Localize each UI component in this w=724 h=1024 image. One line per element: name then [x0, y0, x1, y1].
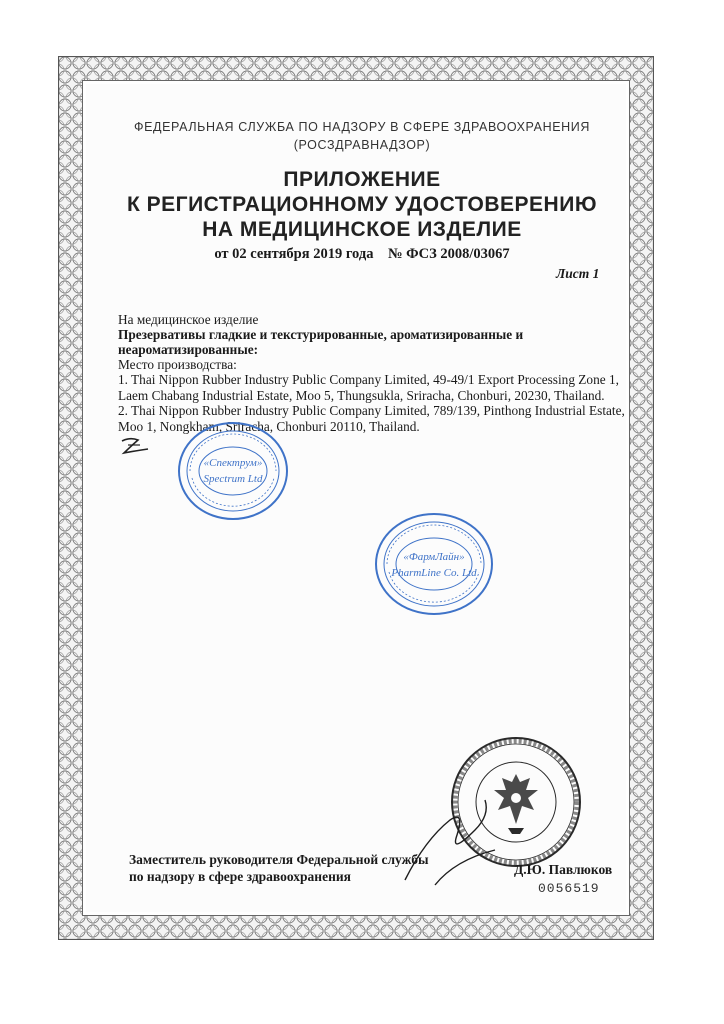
device-label: На медицинское изделие: [118, 312, 259, 327]
document-title-line1: ПРИЛОЖЕНИЕ: [283, 168, 441, 191]
signatory-position-line1: Заместитель руководителя Федеральной службы: [129, 852, 429, 867]
handwritten-signature: [395, 780, 515, 890]
place-label: Место производства:: [118, 357, 237, 372]
pharmline-stamp-en: PharmLine Co. Ltd: [391, 567, 477, 579]
handwritten-mark: [118, 433, 158, 457]
spectrum-stamp: [176, 420, 290, 522]
device-name-line2: неароматизированные:: [118, 342, 259, 357]
signatory-name: Д.Ю. Павлюков: [514, 862, 613, 877]
agency-name: ФЕДЕРАЛЬНАЯ СЛУЖБА ПО НАДЗОРУ В СФЕРЕ ЗДРАВООХРАНЕНИЯ: [134, 120, 590, 134]
signatory-position-line2: по надзору в сфере здравоохранения: [129, 869, 351, 884]
agency-abbreviation: (РОСЗДРАВНАДЗОР): [293, 138, 431, 152]
device-name-line1: Презервативы гладкие и текстурированные, ароматизированные и: [118, 327, 524, 342]
document-title-line2: К РЕГИСТРАЦИОННОМУ УДОСТОВЕРЕНИЮ: [127, 193, 597, 216]
pharmline-stamp: [372, 510, 496, 618]
spectrum-stamp-en: Spectrum Ltd: [203, 473, 263, 485]
sheet-number: Лист 1: [556, 266, 600, 281]
spectrum-stamp-ru: «Спектрум»: [203, 457, 263, 469]
registration-number: № ФСЗ 2008/03067: [387, 246, 510, 262]
registration-line: [60, 246, 664, 263]
site2-line2: Moo 1, Nongkham, Sriracha, Chonburi 20110, Thailand.: [118, 419, 420, 434]
site1-line1: 1. Thai Nippon Rubber Industry Public Company Limited, 49-49/1 Export Processing Zone 1,: [118, 372, 619, 387]
form-serial-number: 0056519: [538, 881, 600, 896]
site2-line1: 2. Thai Nippon Rubber Industry Public Company Limited, 789/139, Pinthong Industrial Estate,: [118, 403, 625, 418]
site1-line2: Laem Chabang Industrial Estate, Moo 5, Thungsukla, Sriracha, Chonburi, 20230, Thailand.: [118, 388, 605, 403]
pharmline-stamp-ru: «ФармЛайн»: [403, 551, 465, 563]
document-title-line3: НА МЕДИЦИНСКОЕ ИЗДЕЛИЕ: [202, 218, 522, 241]
registration-date: от 02 сентября 2019 года: [214, 246, 374, 262]
